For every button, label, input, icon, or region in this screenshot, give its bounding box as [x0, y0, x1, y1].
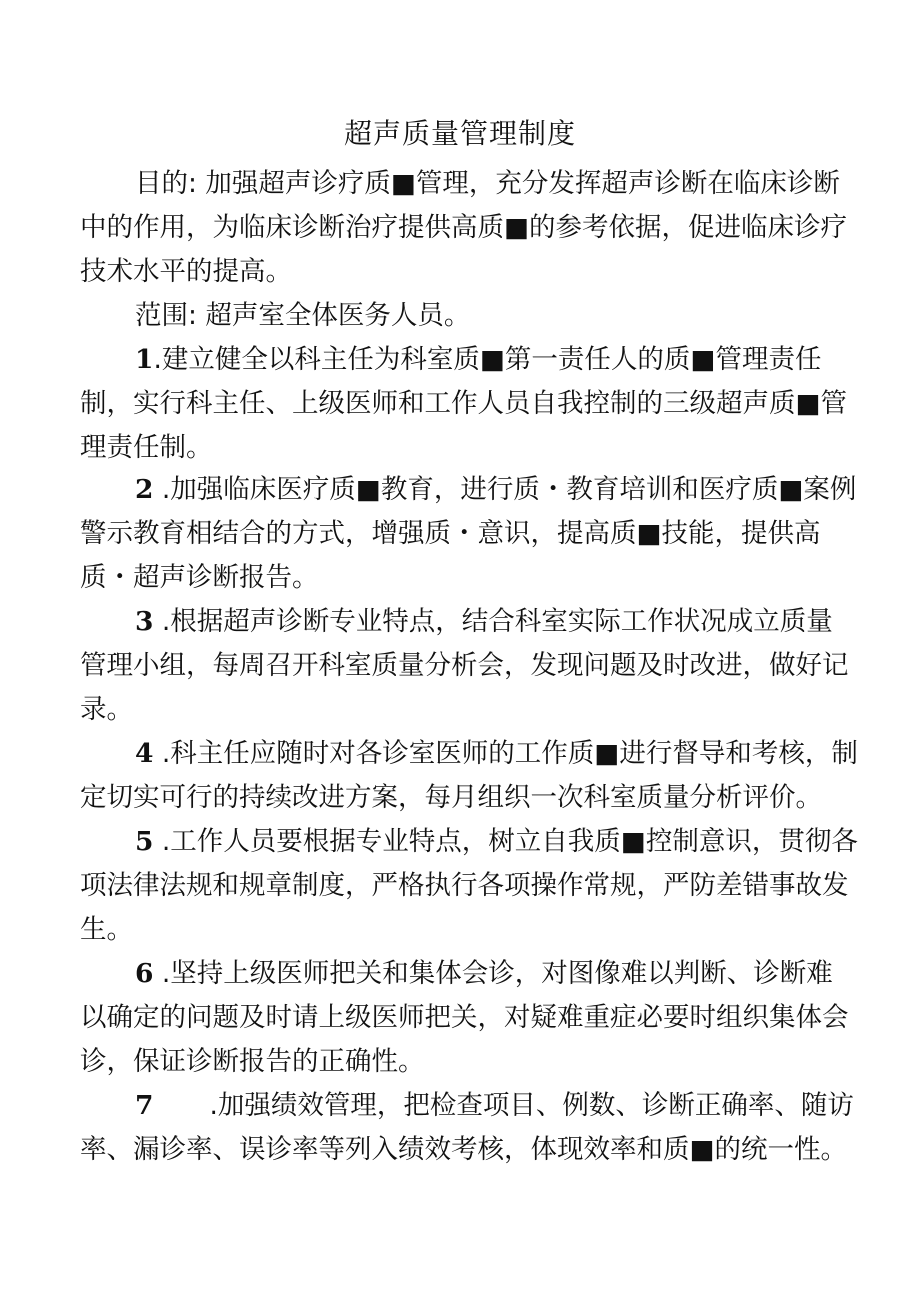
item-3-number: 3 [135, 606, 154, 637]
item-1-text: .建立健全以科主任为科室质■第一责任人的质■管理责任制，实行科主任、上级医师和工作人员自我控制的三级超声质■管理责任制。 [80, 344, 848, 463]
item-4 [80, 732, 858, 820]
purpose-paragraph: 目的: 加强超声诊疗质■管理，充分发挥超声诊断在临床诊断中的作用，为临床诊断治疗提供高质■的参考依据，促进临床诊疗技术水平的提高。 [80, 168, 848, 287]
item-5-text: .工作人员要根据专业特点，树立自我质■控制意识，贯彻各项法律法规和规章制度，严格执行各项操作常规，严防差错事故发生。 [80, 826, 858, 945]
item-2-number: 2 [135, 474, 154, 505]
item-7-number: 7 [135, 1090, 154, 1121]
item-6 [80, 952, 858, 1084]
item-3-text: .根据超声诊断专业特点，结合科室实际工作状况成立质量管理小组，每周召开科室质量分析会，发现问题及时改进，做好记录。 [80, 606, 849, 725]
item-1 [80, 338, 858, 470]
page-title: 超声质量管理制度 [343, 117, 576, 150]
item-7 [80, 1084, 858, 1172]
item-2 [80, 468, 858, 600]
item-6-text: .坚持上级医师把关和集体会诊，对图像难以判断、诊断难以确定的问题及时请上级医师把关，对疑难重症必要时组织集体会诊，保证诊断报告的正确性。 [80, 958, 849, 1077]
item-5 [80, 820, 858, 952]
item-1-number: 1 [135, 344, 154, 375]
item-3 [80, 600, 858, 732]
item-4-number: 4 [135, 738, 154, 769]
item-7-text: .加强绩效管理，把检查项目、例数、诊断正确率、随访率、漏诊率、误诊率等列入绩效考核，体现效率和质■的统一性。 [80, 1090, 854, 1165]
item-6-number: 6 [135, 958, 154, 989]
scope-paragraph: 范围: 超声室全体医务人员。 [135, 300, 471, 331]
item-5-number: 5 [135, 826, 154, 857]
item-2-text: .加强临床医疗质■教育，进行质・教育培训和医疗质■案例警示教育相结合的方式，增强质・意识，提高质■技能，提供高质・超声诊断报告。 [80, 474, 857, 593]
item-4-text: .科主任应随时对各诊室医师的工作质■进行督导和考核，制定切实可行的持续改进方案，每月组织一次科室质量分析评价。 [80, 738, 858, 813]
